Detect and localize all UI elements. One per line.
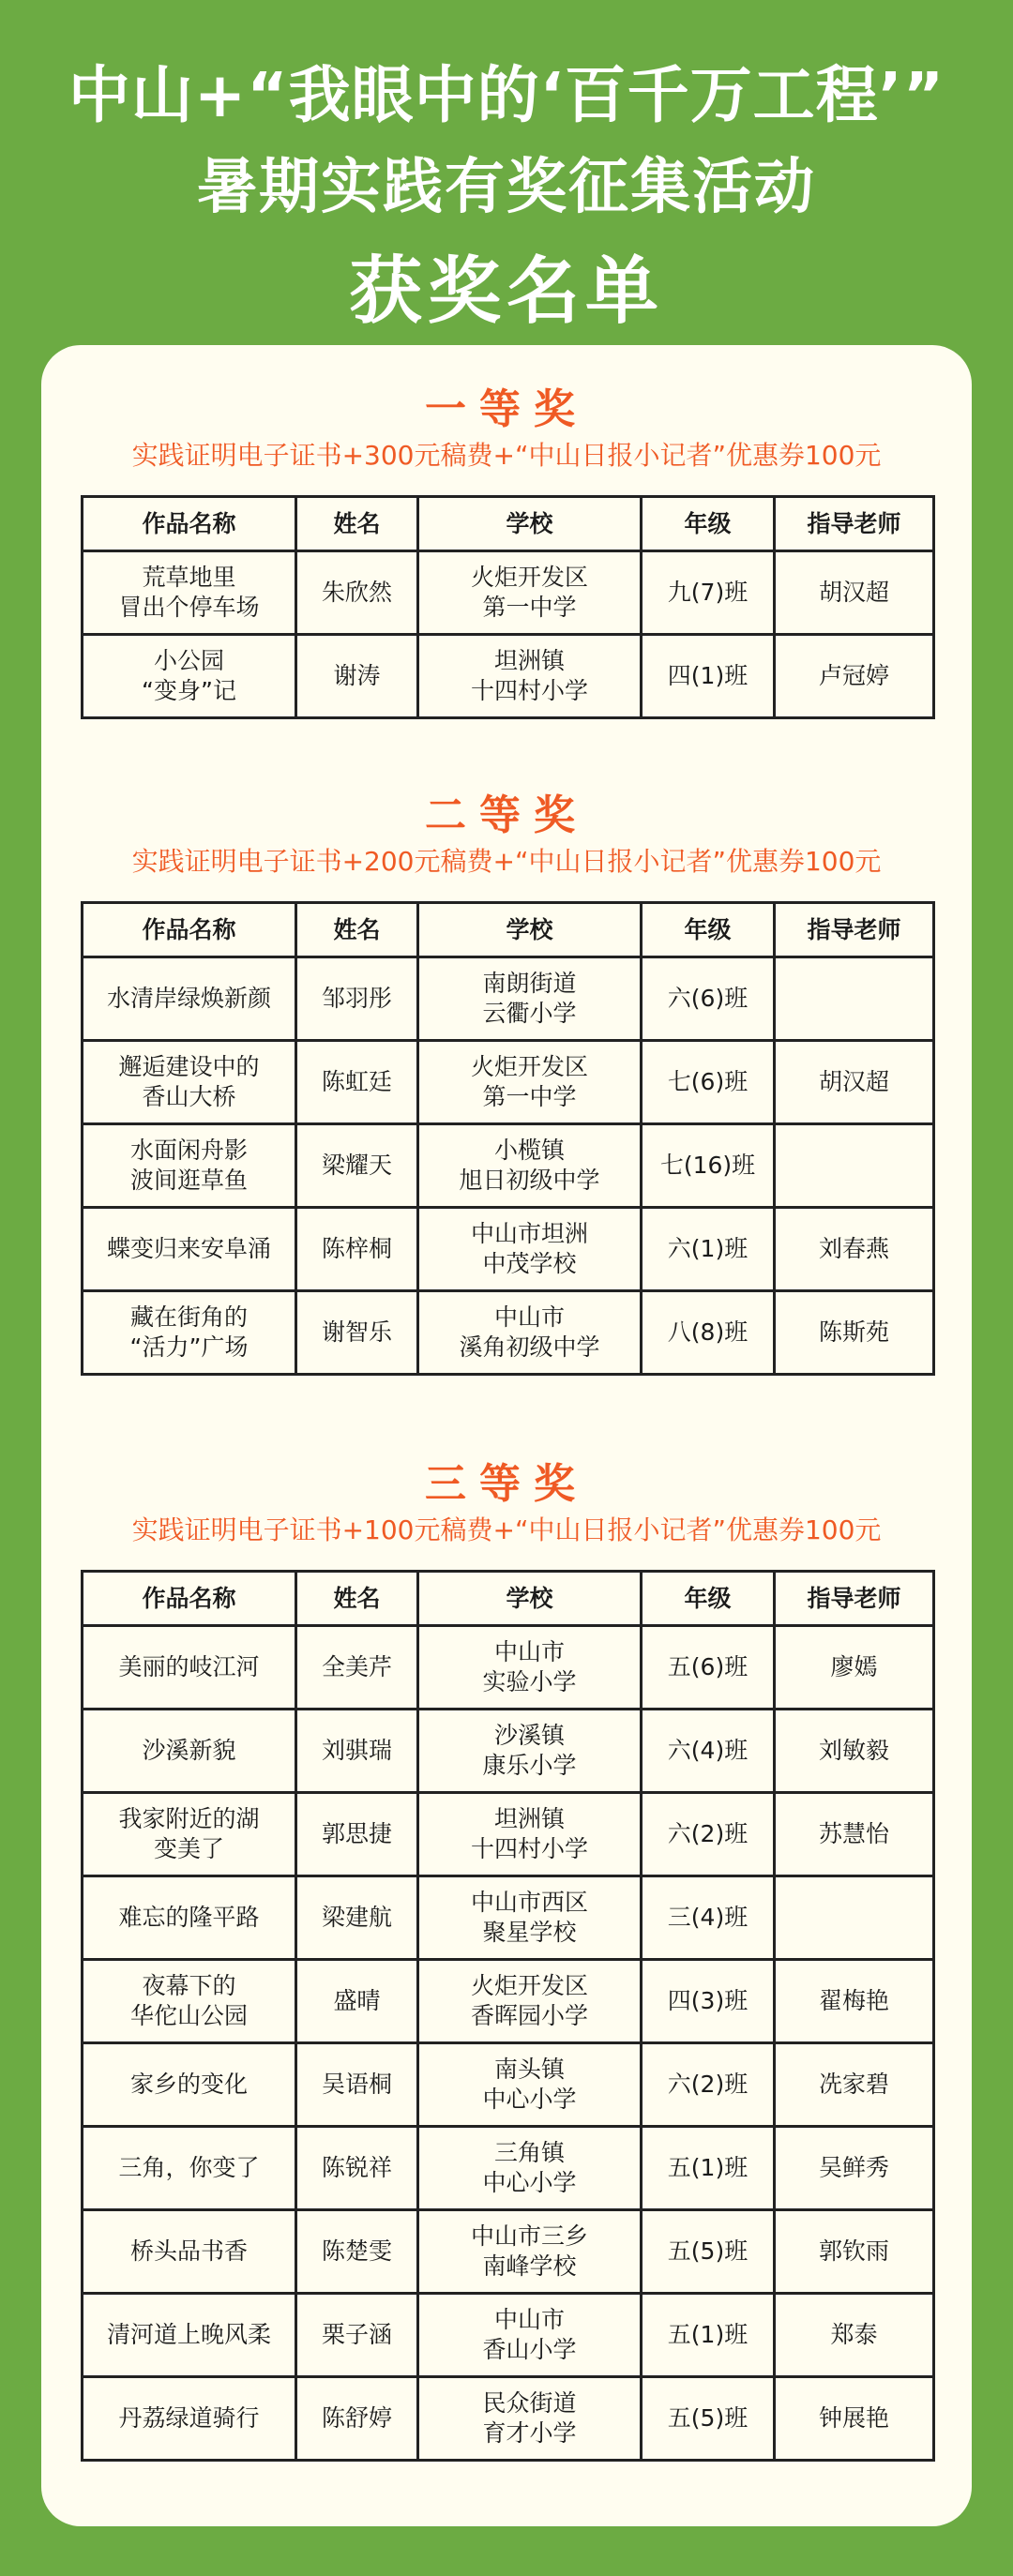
section-prize-text: 实践证明电子证书+100元稿费+“中山日报小记者”优惠券100元 <box>131 1514 882 1545</box>
teacher-cell: 刘春燕 <box>775 1208 934 1291</box>
name-cell: 盛晴 <box>296 1960 418 2043</box>
col-header: 作品名称 <box>83 497 296 551</box>
name-cell: 朱欣然 <box>296 551 418 635</box>
table-row <box>83 1793 934 1876</box>
table-row <box>83 1626 934 1710</box>
table-header-row <box>83 903 934 957</box>
teacher-cell <box>775 957 934 1041</box>
grade-cell: 六(2)班 <box>642 2043 775 2127</box>
grade-cell: 三(4)班 <box>642 1876 775 1960</box>
table-row <box>83 2127 934 2210</box>
col-header: 姓名 <box>296 497 418 551</box>
table-row <box>83 1124 934 1208</box>
grade-cell: 六(4)班 <box>642 1710 775 1793</box>
col-header: 作品名称 <box>83 903 296 957</box>
grade-cell: 七(16)班 <box>642 1124 775 1208</box>
col-header: 年级 <box>642 497 775 551</box>
name-cell: 邹羽彤 <box>296 957 418 1041</box>
work-title-cell: 小公园 “变身”记 <box>83 635 296 718</box>
school-cell: 火炬开发区 第一中学 <box>418 551 642 635</box>
name-cell: 谢智乐 <box>296 1291 418 1375</box>
table-row <box>83 957 934 1041</box>
col-header: 姓名 <box>296 1572 418 1626</box>
poster-header <box>0 0 1013 347</box>
teacher-cell: 郭钦雨 <box>775 2210 934 2294</box>
grade-cell: 五(6)班 <box>642 1626 775 1710</box>
teacher-cell: 郑泰 <box>775 2294 934 2377</box>
school-cell: 民众街道 育才小学 <box>418 2377 642 2461</box>
col-header: 年级 <box>642 903 775 957</box>
col-header: 作品名称 <box>83 1572 296 1626</box>
teacher-cell: 卢冠婷 <box>775 635 934 718</box>
grade-cell: 五(5)班 <box>642 2377 775 2461</box>
award-table <box>81 495 935 719</box>
teacher-cell: 胡汉超 <box>775 551 934 635</box>
teacher-cell: 冼家碧 <box>775 2043 934 2127</box>
grade-cell: 九(7)班 <box>642 551 775 635</box>
section-title: 三等奖 <box>425 1460 588 1508</box>
school-cell: 坦洲镇 十四村小学 <box>418 635 642 718</box>
grade-cell: 七(6)班 <box>642 1041 775 1124</box>
work-title-cell: 藏在街角的 “活力”广场 <box>83 1291 296 1375</box>
header-title-line3: 获奖名单 <box>348 249 664 334</box>
school-cell: 沙溪镇 康乐小学 <box>418 1710 642 1793</box>
table-row <box>83 1710 934 1793</box>
award-table <box>81 901 935 1376</box>
name-cell: 刘骐瑞 <box>296 1710 418 1793</box>
school-cell: 中山市 溪角初级中学 <box>418 1291 642 1375</box>
table-row <box>83 2377 934 2461</box>
school-cell: 火炬开发区 第一中学 <box>418 1041 642 1124</box>
work-title-cell: 荒草地里 冒出个停车场 <box>83 551 296 635</box>
school-cell: 中山市 实验小学 <box>418 1626 642 1710</box>
header-title-line1: 中山+“我眼中的‘百千万工程’” <box>68 59 945 131</box>
work-title-cell: 蝶变归来安阜涌 <box>83 1208 296 1291</box>
name-cell: 全美芹 <box>296 1626 418 1710</box>
col-header: 学校 <box>418 1572 642 1626</box>
table-header-row <box>83 1572 934 1626</box>
name-cell: 陈舒婷 <box>296 2377 418 2461</box>
table-row <box>83 2294 934 2377</box>
table-row <box>83 551 934 635</box>
section-title: 一等奖 <box>425 385 588 433</box>
school-cell: 中山市坦洲 中茂学校 <box>418 1208 642 1291</box>
award-table <box>81 1570 935 2462</box>
school-cell: 南朗街道 云衢小学 <box>418 957 642 1041</box>
work-title-cell: 美丽的岐江河 <box>83 1626 296 1710</box>
table-row <box>83 1960 934 2043</box>
work-title-cell: 夜幕下的 华佗山公园 <box>83 1960 296 2043</box>
col-header: 姓名 <box>296 903 418 957</box>
school-cell: 火炬开发区 香晖园小学 <box>418 1960 642 2043</box>
teacher-cell: 翟梅艳 <box>775 1960 934 2043</box>
teacher-cell: 刘敏毅 <box>775 1710 934 1793</box>
school-cell: 中山市三乡 南峰学校 <box>418 2210 642 2294</box>
work-title-cell: 丹荔绿道骑行 <box>83 2377 296 2461</box>
col-header: 年级 <box>642 1572 775 1626</box>
name-cell: 谢涛 <box>296 635 418 718</box>
teacher-cell <box>775 1876 934 1960</box>
grade-cell: 六(1)班 <box>642 1208 775 1291</box>
col-header: 指导老师 <box>775 903 934 957</box>
table-row <box>83 635 934 718</box>
winners-card <box>41 345 972 2526</box>
grade-cell: 四(3)班 <box>642 1960 775 2043</box>
name-cell: 梁建航 <box>296 1876 418 1960</box>
section-title: 二等奖 <box>425 791 588 839</box>
section-prize-text: 实践证明电子证书+300元稿费+“中山日报小记者”优惠券100元 <box>131 440 882 471</box>
name-cell: 吴语桐 <box>296 2043 418 2127</box>
grade-cell: 八(8)班 <box>642 1291 775 1375</box>
section-prize-text: 实践证明电子证书+200元稿费+“中山日报小记者”优惠券100元 <box>131 846 882 877</box>
work-title-cell: 我家附近的湖 变美了 <box>83 1793 296 1876</box>
teacher-cell: 钟展艳 <box>775 2377 934 2461</box>
name-cell: 陈虹廷 <box>296 1041 418 1124</box>
school-cell: 坦洲镇 十四村小学 <box>418 1793 642 1876</box>
header-title-line2: 暑期实践有奖征集活动 <box>197 153 816 222</box>
teacher-cell: 胡汉超 <box>775 1041 934 1124</box>
grade-cell: 五(1)班 <box>642 2294 775 2377</box>
work-title-cell: 水清岸绿焕新颜 <box>83 957 296 1041</box>
grade-cell: 六(2)班 <box>642 1793 775 1876</box>
school-cell: 三角镇 中心小学 <box>418 2127 642 2210</box>
name-cell: 梁耀天 <box>296 1124 418 1208</box>
teacher-cell: 廖嫣 <box>775 1626 934 1710</box>
work-title-cell: 沙溪新貌 <box>83 1710 296 1793</box>
teacher-cell <box>775 1124 934 1208</box>
grade-cell: 四(1)班 <box>642 635 775 718</box>
table-row <box>83 1876 934 1960</box>
table-row <box>83 1291 934 1375</box>
name-cell: 陈梓桐 <box>296 1208 418 1291</box>
school-cell: 小榄镇 旭日初级中学 <box>418 1124 642 1208</box>
school-cell: 南头镇 中心小学 <box>418 2043 642 2127</box>
name-cell: 陈楚雯 <box>296 2210 418 2294</box>
teacher-cell: 陈斯苑 <box>775 1291 934 1375</box>
work-title-cell: 桥头品书香 <box>83 2210 296 2294</box>
school-cell: 中山市 香山小学 <box>418 2294 642 2377</box>
name-cell: 陈锐祥 <box>296 2127 418 2210</box>
teacher-cell: 吴鲜秀 <box>775 2127 934 2210</box>
name-cell: 栗子涵 <box>296 2294 418 2377</box>
col-header: 指导老师 <box>775 1572 934 1626</box>
col-header: 学校 <box>418 497 642 551</box>
table-row <box>83 2043 934 2127</box>
col-header: 指导老师 <box>775 497 934 551</box>
work-title-cell: 难忘的隆平路 <box>83 1876 296 1960</box>
work-title-cell: 家乡的变化 <box>83 2043 296 2127</box>
work-title-cell: 水面闲舟影 波间逛草鱼 <box>83 1124 296 1208</box>
col-header: 学校 <box>418 903 642 957</box>
work-title-cell: 清河道上晚风柔 <box>83 2294 296 2377</box>
table-row <box>83 1208 934 1291</box>
name-cell: 郭思捷 <box>296 1793 418 1876</box>
grade-cell: 五(1)班 <box>642 2127 775 2210</box>
table-header-row <box>83 497 934 551</box>
table-row <box>83 2210 934 2294</box>
work-title-cell: 三角，你变了 <box>83 2127 296 2210</box>
table-row <box>83 1041 934 1124</box>
grade-cell: 五(5)班 <box>642 2210 775 2294</box>
school-cell: 中山市西区 聚星学校 <box>418 1876 642 1960</box>
grade-cell: 六(6)班 <box>642 957 775 1041</box>
work-title-cell: 邂逅建设中的 香山大桥 <box>83 1041 296 1124</box>
teacher-cell: 苏慧怡 <box>775 1793 934 1876</box>
